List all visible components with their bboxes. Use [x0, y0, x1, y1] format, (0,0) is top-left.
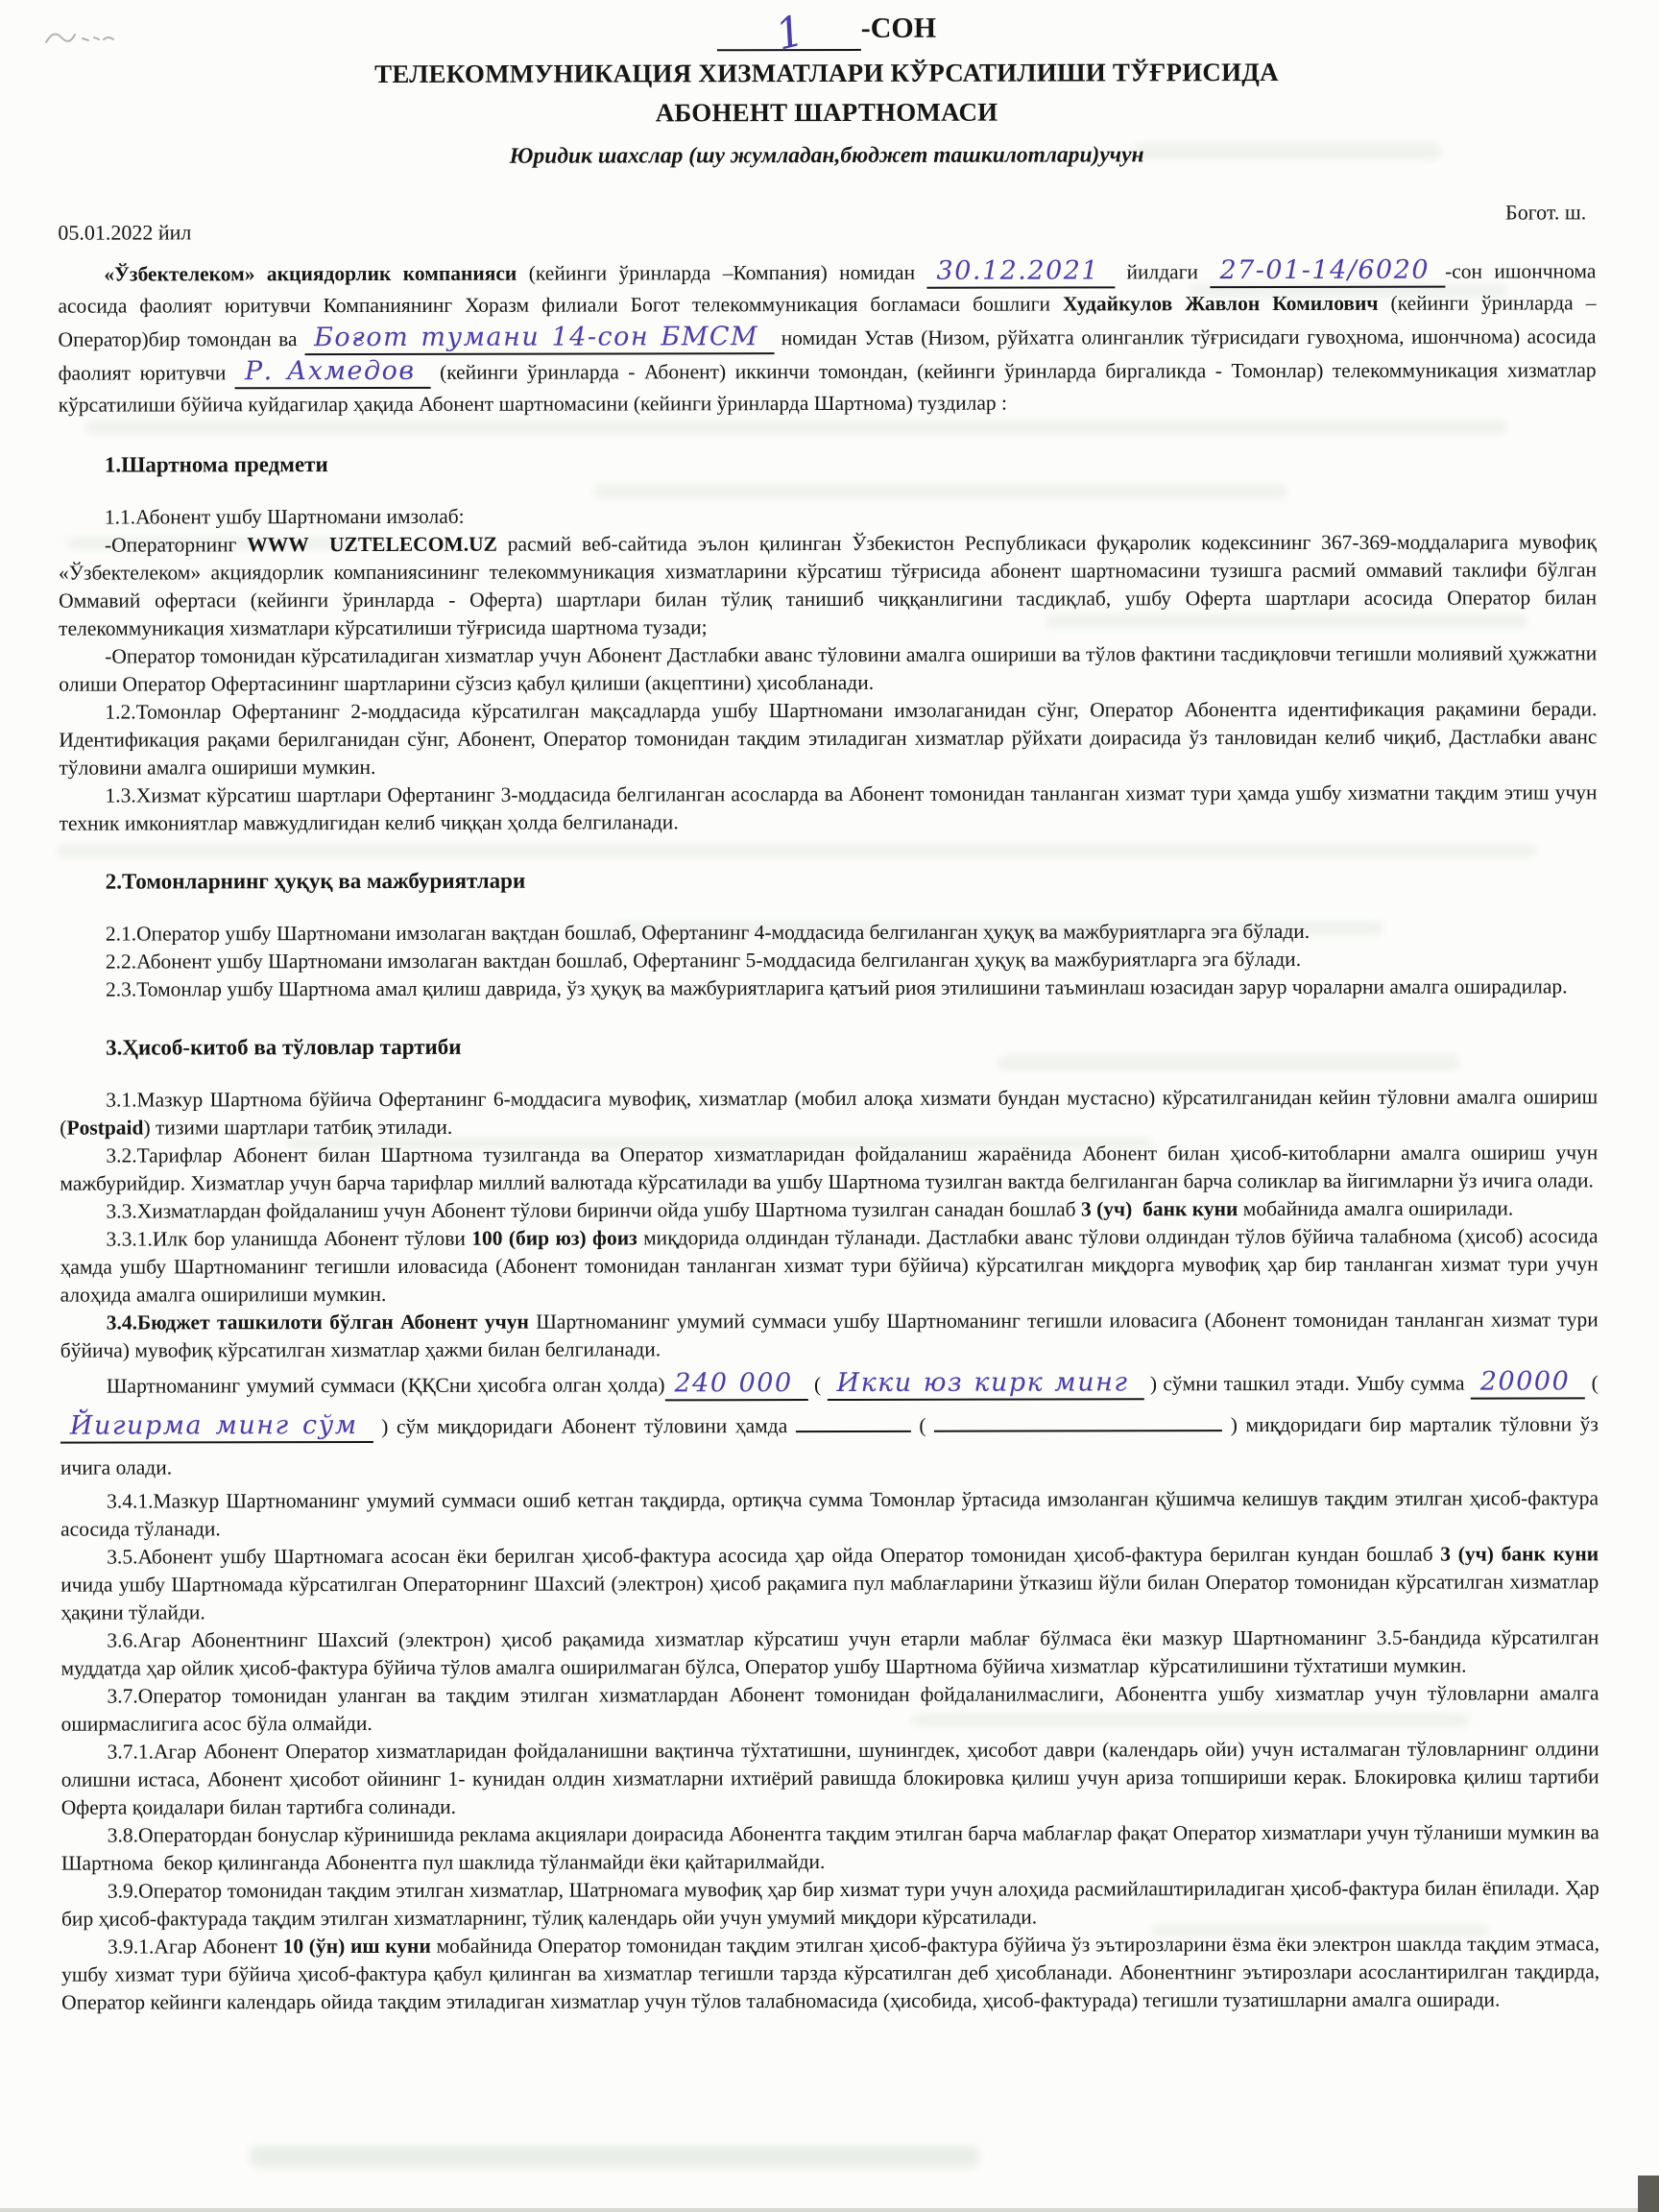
clause-3-1 — [60, 1083, 1603, 1142]
bleed-through-smudge — [250, 2146, 979, 2167]
text-segment: 2.3.Томонлар ушбу Шартнома амал қилиш даврида, ўз ҳуқуқ ва мажбуриятларига қатъий риоя этилишини таъминлаш юзасидан зарур чораларни амалга оширадилар. — [105, 974, 1568, 1001]
text-segment: ) сўмни ташкил этади. Ушбу сумма — [1143, 1371, 1471, 1396]
clause-3-3 — [60, 1194, 1598, 1225]
contract-subtitle: Юридик шахслар (шу жумладан,бюджет ташкилотлари)учун — [509, 142, 1144, 169]
text-segment: 3.3.Хизматлардан фойдаланиш учун Абонент тўлови биринчи ойда ушбу Шартнома тузилган санадан бошлаб — [106, 1197, 1082, 1223]
section-3-heading: 3.Ҳисоб-китоб ва тўловлар тартиби — [106, 1034, 462, 1060]
text-segment: 3 (уч) банк куни — [1080, 1197, 1238, 1221]
intro-paragraph — [58, 253, 1607, 421]
clause-2-3 — [60, 973, 1598, 1003]
text-segment: 1.3.Хизмат кўрсатиш шартлари Офертанинг 3-моддасида белгиланган асосларда ва Абонент томонидан танланган хизмат тури ҳамда ушбу хизматни тақдим этиш учун техник имкониятлар мавжудлигидан келиб чиққан ҳолда белгиланади. — [59, 781, 1602, 835]
text-segment: 3.6.Агар Абонентнинг Шахсий (электрон) ҳисоб рақамида хизматлар кўрсатиш учун етарли маблағ бўлмаса ёки мазкур Шартноманинг 3.5-бандида кўрсатилган муддатда ҳар ойлик ҳисоб-фактура бўйича тўлов амалга оширилмаган бўлса, Оператор ушбу Шартнома бўйича хизматлар кўрсатилишини тўхтатиши мумкин. — [60, 1625, 1604, 1680]
text-segment: йилдаги — [1115, 260, 1211, 284]
handwritten-entry: Икки юз кирк минг — [827, 1367, 1143, 1401]
blank-field — [934, 1408, 1222, 1432]
clause-1-2 — [59, 695, 1602, 781]
contract-content — [58, 4, 1607, 2016]
handwritten-entry: Йигирма минг сўм — [60, 1410, 373, 1444]
clause-1-1 — [59, 500, 1597, 531]
clause-3-9-1 — [61, 1930, 1605, 2016]
text-segment: 1.2.Томонлар Офертанинг 2-моддасида кўрсатилган мақсадларда ушбу Шартномани имзолаганидан сўнг, Оператор Абонентга идентификация рақамини беради. Идентификация рақами берилганидан сўнг, Абонент, Оператор томонидан тақдим этиладиган хизматлар рўйхати доирасида ўз танловидан келиб чиқиб, Дастлабки аванс тўловини амалга ошириши мумкин. — [59, 697, 1602, 780]
handwritten-entry: 240 000 — [664, 1368, 807, 1401]
clause-1-1-acceptance — [59, 639, 1602, 698]
clause-3-9 — [60, 1874, 1605, 1933]
text-segment: мобайнида амалга оширилади. — [1238, 1196, 1514, 1221]
clause-3-7-1 — [60, 1735, 1605, 1821]
contract-sum-paragraph — [60, 1361, 1604, 1487]
handwritten-entry: Боғот тумани 14-сон БМСМ — [304, 322, 774, 355]
text-segment: 2.2.Абонент ушбу Шартномани имзолаган вактдан бошлаб, Офертанинг 5-моддасида белгиланган ҳуқуқ ва мажбуриятларга эга бўлади. — [105, 947, 1302, 974]
text-segment: 10 (ўн) иш куни — [282, 1934, 431, 1959]
text-segment: (кейинги ўринларда - Абонент) иккинчи томондан, (кейинги ўринларда биргаликда - Томонлар) телекоммуникация хизматлар кўрсатилиши бўйича куйдагилар ҳақида Абонент шартномасини (кейинги ўринларда Шартнома) туздилар : — [58, 358, 1602, 417]
handwritten-entry: 30.12.2021 — [926, 255, 1115, 288]
contract-number-underline — [717, 6, 861, 60]
section-1-heading: 1.Шартнома предмети — [104, 452, 328, 477]
text-segment: 3.9.Оператор томонидан тақдим этилган хизматлар, Шатрномага мувофиқ ҳар бир хизмат тури учун алоҳида расмийлаштириладиган ҳисоб-фактура билан ёпилади. Ҳар бир ҳисоб-фактурада тақдим этилган хизматларнинг, тўлиқ календарь ойи учун умумий миқдори кўрсатилади. — [60, 1876, 1605, 1931]
scan-corner-artifact — [1638, 2176, 1659, 2212]
text-segment: 2.1.Оператор ушбу Шартномани имзолаган вақтдан бошлаб, Офертанинг 4-моддасида белгиланган ҳуқуқ ва мажбуриятларга эга бўлади. — [105, 919, 1310, 946]
text-segment: 3.7.1.Агар Абонент Оператор хизматларидан фойдаланишни вақтинча тўхтатишни, шунингдек, ҳисобот даври (календарь ойи) учун исталмаган тўловларнинг олдини олишни истаса, Абонент ҳисобот ойининг 1- кунидан олдин хизматларни ихтиёрий равишда блокировка қилиш учун ариза топшириши керак. Блокировка қилиш тартиби Оферта қоидалари билан тартибга солинади. — [60, 1737, 1605, 1819]
handwritten-entry: 20000 — [1471, 1366, 1585, 1399]
text-segment: миқдорида олдиндан тўланади. Дастлабки аванс тўлови олдиндан тўлов бўйича талабнома (ҳисоб) асосида ҳамда ушбу Шартноманинг тегишли иловасида (Абонент томонидан танланган хизмат тури бўйича) кўрсатилган миқдорга мувофиқ ҳар бир танланган хизмат тури учун алоҳида амалга оширилиши мумкин. — [60, 1224, 1603, 1307]
text-segment: 100 (бир юз) фоиз — [471, 1226, 637, 1250]
text-segment: ) сўм миқдоридаги Абонент тўловини ҳамда — [373, 1414, 796, 1438]
text-segment: (кейинги ўринларда –Компания) номидан — [517, 260, 927, 285]
text-segment: мобайнида Оператор томонидан тақдим этилган ҳисоб-фактура бўйича ўз эътирозларини ёзма ёки электрон шаклда тақдим этмаса, ушбу хизмат тури бўйича ҳисоб-фактура қабул қилинган ва хизматлар тегишли тарзда кўрсатилган деб ҳисобланади. Абонентнинг эътирозлари асослантирилган тақдирда, Оператор кейинги календарь ойида тақдим этиладиган хизматлар учун тўлов талабномасида (ҳисобида, ҳисоб-фактурада) тегишли тузатишларни амалга оширади. — [61, 1932, 1605, 2014]
text-segment: номидан Устав (Низом, рўйхатга олинганлик тўғрисидаги гувоҳнома, ишончнома) асосида фаолият юритувчи — [58, 325, 1607, 385]
clause-3-6 — [60, 1623, 1604, 1682]
section-2-heading: 2.Томонларнинг ҳуқуқ ва мажбуриятлари — [105, 868, 526, 894]
text-segment: -Оператор томонидан кўрсатиладиган хизматлар учун Абонент Дастлабки аванс тўловини амалга ошириши ва тўлов фактини тасдиқловчи тегишли молиявий ҳужжатни олиши Оператор Офертасининг шартларини сўзсиз қабул қилиши (акцептини) ҳисобланади. — [59, 641, 1602, 696]
contract-title-line-2: АБОНЕНТ ШАРТНОМАСИ — [655, 97, 998, 128]
blank-field — [796, 1408, 911, 1432]
text-segment: -Операторнинг — [104, 533, 248, 557]
dateline — [58, 200, 1596, 245]
text-segment: Postpaid — [66, 1116, 144, 1140]
clause-3-8 — [60, 1818, 1605, 1877]
contract-number-suffix: -СОН — [860, 12, 937, 44]
text-segment: 3.1.Мазкур Шартнома бўйича Офертанинг 6-моддасига мувофиқ, хизматлар (мобил алоқа хизмати бундан мустасно) кўрсатилганидан кейин тўловни амалга ошириш ( — [60, 1085, 1603, 1140]
clause-3-2 — [60, 1139, 1603, 1197]
text-segment: (кейинги ўринларда – Оператор)бир томондан ва — [58, 291, 1601, 351]
handwritten-entry: 27-01-14/6020 — [1210, 255, 1445, 289]
text-segment: ( — [910, 1413, 935, 1437]
contract-title-line-1: ТЕЛЕКОММУНИКАЦИЯ ХИЗМАТЛАРИ КЎРСАТИЛИШИ ТЎҒРИСИДА — [374, 58, 1279, 88]
text-segment: ( — [807, 1373, 828, 1397]
text-segment: 3.8.Оператордан бонуслар кўринишида реклама акциялари доирасида Абонентга тақдим этилган барча маблағлар фақат Оператор хизматлари учун тўланиши мумкин ва Шартнома бекор қилинганда Абонентга пул шаклида тўланмайди ёки қайтарилмайди. — [60, 1820, 1605, 1875]
text-segment: 3.3.1.Илк бор уланишда Абонент тўлови — [106, 1226, 472, 1251]
clause-2-1 — [60, 917, 1598, 948]
text-segment: 3.5.Абонент ушбу Шартномага асосан ёки берилган ҳисоб-фактура асосида ҳар ойда Оператор томонидан ҳисоб-фактура берилган кундан бошлаб — [107, 1542, 1441, 1569]
text-segment: -сон ишончнома асосида фаолият юритувчи Компаниянинг Хоразм филиали Богот телекоммуникация богламаси бошлиги — [58, 259, 1601, 318]
clause-1-1-offer — [59, 528, 1602, 642]
text-segment: Шартноманинг умумий суммаси ушбу Шартноманинг тегишли иловасига (Абонент томонидан танланган хизмат тури бўйича) мувофиқ кўрсатилган хизматлар ҳажми билан белгиланади. — [60, 1308, 1604, 1362]
text-segment: ) миқдоридаги бир марталик тўловни ўз ичига олади. — [60, 1412, 1604, 1479]
handwritten-entry: Р. Ахмедов — [235, 356, 431, 389]
clause-3-4 — [60, 1306, 1604, 1364]
text-segment: ичида ушбу Шартномада кўрсатилган Операторнинг Шахсий (электрон) ҳисоб рақамига пул маблағларини ўтказиш йўли билан Оператор томонидан кўрсатилган хизматлар ҳақини тўлайди. — [60, 1542, 1604, 1624]
text-segment: Худайкулов Жавлон Комилович — [1062, 291, 1379, 316]
text-segment: 3.2.Тарифлар Абонент билан Шартнома тузилганда ва Оператор хизматларидан фойдаланиш жараёнида Абонент билан ҳисоб-китобларни амалга ошириш учун мажбурийдир. Хизматлар учун барча тарифлар миллий валютада кўрсатилади ва ушбу Шартнома тузилган вактда белгиланган барча соликлар ва йигимларни ўз ичига олади. — [60, 1141, 1603, 1195]
text-segment: 3.4.1.Мазкур Шартноманинг умумий суммаси ошиб кетган тақдирда, ортиқча сумма Томонлар ўртасида имзоланган қўшимча келишув тақдим этилган ҳисоб-фактура асосида тўланади. — [60, 1486, 1604, 1541]
clause-3-5 — [60, 1540, 1604, 1626]
contract-number-line — [58, 6, 1596, 60]
clause-3-4-1 — [60, 1484, 1604, 1543]
text-segment: 3.7.Оператор томонидан уланган ва тақдим этилган хизматлардан Абонент томонидан фойдаланилмаслиги, Абонентга ушбу хизматлар учун тўловларни амалга оширмаслигига асос бўла олмайди. — [60, 1681, 1604, 1736]
contract-place: Богот. ш. — [1505, 200, 1587, 225]
contract-date: 05.01.2022 йил — [58, 220, 192, 245]
clause-3-3-1 — [60, 1222, 1603, 1309]
text-segment: «Ўзбектелеком» акциядорлик компанияси — [104, 261, 517, 286]
clause-3-7 — [60, 1679, 1604, 1738]
text-segment: 1.1.Абонент ушбу Шартномани имзолаб: — [104, 504, 465, 529]
text-segment: 3.9.1.Агар Абонент — [108, 1935, 283, 1959]
contract-number-handwritten: 1 — [770, 6, 809, 60]
text-segment: 3 (уч) банк куни — [1440, 1542, 1599, 1566]
clause-1-3 — [59, 779, 1602, 837]
text-segment: 3.4.Бюджет ташкилоти бўлган Абонент учун — [106, 1310, 529, 1334]
text-segment: ( — [1585, 1371, 1604, 1395]
text-segment: ) тизими шартлари татбиқ этилади. — [143, 1115, 453, 1140]
text-segment: расмий веб-сайтида эълон қилинган Ўзбекистон Республикаси фуқаролик кодексининг 367-369-моддаларига мувофиқ «Ўзбектелеком» акциядорлик компаниясининг телекоммуникация хизматларини кўрсатиш тўғрисида абонент шартномасини тузишга расмий оммавий таклифи бўлган Оммавий офертаси (кейинги ўринларда - Оферта) шартлари билан тўлиқ танишиб чиққанлигини тасдиқлаб, ушбу Оферта шартлари асосида Оператор билан телекоммуникация хизматлари кўрсатилиши тўғрисида шартнома тузади; — [59, 530, 1602, 640]
scan-edge-shadow — [0, 2208, 1659, 2212]
clause-2-2 — [60, 945, 1598, 975]
text-segment: WWW UZTELECOM.UZ — [247, 532, 497, 557]
text-segment: Шартноманинг умумий суммаси (ҚҚСни ҳисобга олган ҳолда) — [106, 1373, 665, 1398]
